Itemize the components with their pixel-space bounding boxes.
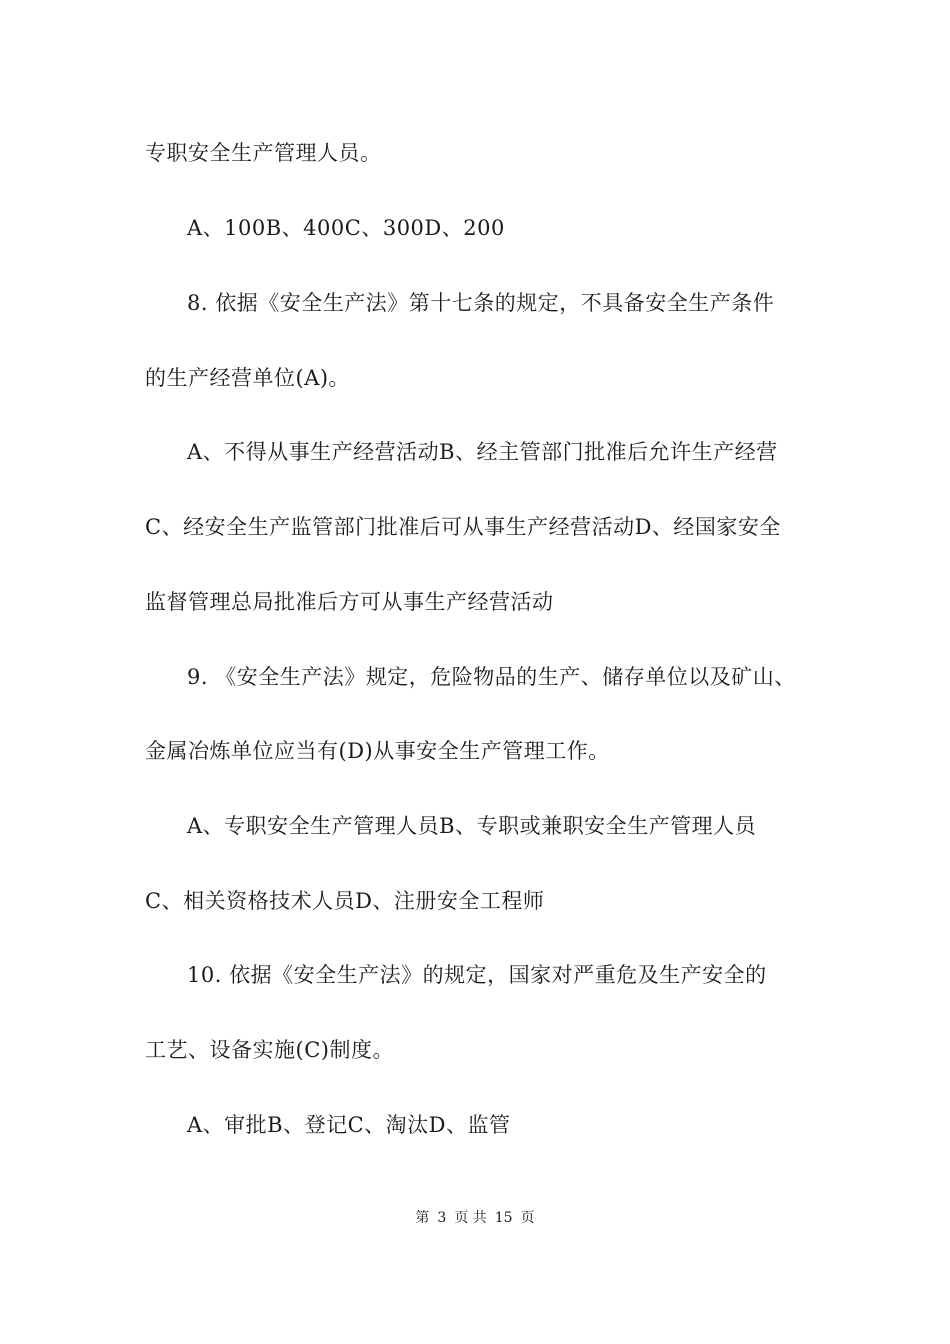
question-8-options-line-2: C、经安全生产监管部门批准后可从事生产经营活动D、经国家安全 [145, 515, 781, 539]
text-line-1: 专职安全生产管理人员。 [145, 141, 382, 165]
question-8-options-line-1: A、不得从事生产经营活动B、经主管部门批准后允许生产经营 [187, 440, 778, 464]
question-10-line-2: 工艺、设备实施(C)制度。 [145, 1038, 394, 1062]
page-suffix: 页 [520, 1210, 535, 1226]
page-footer [0, 1208, 950, 1228]
current-page-number: 3 [437, 1210, 447, 1226]
question-9-options-line-2: C、相关资格技术人员D、注册安全工程师 [145, 889, 545, 913]
page-prefix: 第 [415, 1210, 430, 1226]
question-8-line-1: 8. 依据《安全生产法》第十七条的规定，不具备安全生产条件 [187, 291, 775, 315]
question-9-line-2: 金属冶炼单位应当有(D)从事安全生产管理工作。 [145, 739, 610, 763]
question-9-options-line-1: A、专职安全生产管理人员B、专职或兼职安全生产管理人员 [187, 814, 757, 838]
total-pages-number: 15 [494, 1210, 513, 1226]
question-10-options: A、审批B、登记C、淘汰D、监管 [187, 1113, 511, 1137]
text-line-2: A、100B、400C、300D、200 [187, 216, 505, 240]
page-middle: 页 共 [454, 1210, 487, 1226]
question-10-line-1: 10. 依据《安全生产法》的规定，国家对严重危及生产安全的 [187, 963, 767, 987]
question-8-line-2: 的生产经营单位(A)。 [145, 366, 351, 390]
question-9-line-1: 9. 《安全生产法》规定，危险物品的生产、储存单位以及矿山、 [187, 665, 796, 689]
question-8-options-line-3: 监督管理总局批准后方可从事生产经营活动 [145, 590, 554, 614]
